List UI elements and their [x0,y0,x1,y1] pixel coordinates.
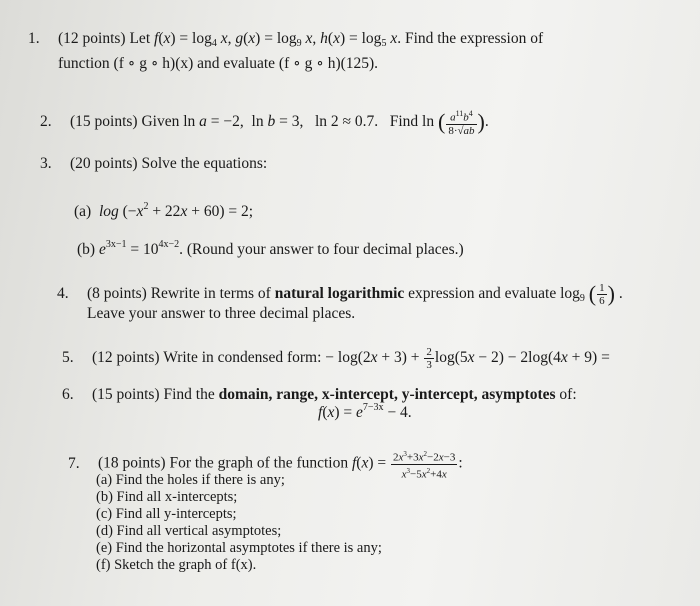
question-3b: (b) $e^{3x-1} = 10^{4x-2}$. (Round your answer to four decimal places.) [77,239,464,258]
question-3a: (a) $\log (-x^2 + 22x + 60) = 2$; [74,201,254,220]
question-number: 4. [57,285,69,303]
question-6-function: $f(x) = e^{7-3x} - 4$. [318,402,412,421]
list-item: (f) Sketch the graph of f(x). [96,557,257,573]
points-label: (18 points) [98,454,166,472]
question-1: 1. (12 points) Let $f(x) = \log_4 x$, $g(x) = \log_9 x$, $h(x) = \log_5 x$. Find the expression of [28,30,544,49]
question-2: 2. (15 points) Given ln a = −2, ln b = 3, ln 2 ≈ 0.7. Find ln ( $\frac{a^{11}b^4}{8\cdot√ab}$ ). [40,108,489,137]
question-number: 5. [62,349,74,367]
fraction-expression: $\frac{a^{11}b^4}{8\cdot√ab}$ [448,109,475,137]
question-1-line-2: function (f ∘ g ∘ h)(x) and evaluate (f ∘ g ∘ h)(125). [58,55,379,72]
question-number: 1. [28,30,40,47]
question-3: 3. (20 points) Solve the equations: [40,155,268,172]
question-number: 7. [68,454,80,472]
question-4-line-2: Leave your answer to three decimal places. [87,305,356,322]
question-7: 7. (18 points) For the graph of the function f(x) = $\frac{2x^3+3x^2-2x-3}{x^3-5x^2+4x}$ : [68,450,463,481]
points-label: (15 points) [70,112,138,130]
question-number: 2. [40,112,52,130]
list-item: (d) Find all vertical asymptotes; [96,523,282,539]
points-label: (15 points) [92,386,160,403]
list-item: (e) Find the horizontal asymptotes if there is any; [96,540,382,556]
question-number: 6. [62,386,74,403]
question-6: 6. (15 points) Find the domain, range, x-intercept, y-intercept, asymptotes of: [62,386,577,403]
question-number: 3. [40,155,52,172]
points-label: (12 points) [92,349,160,367]
question-7-parts [96,472,382,574]
question-4: 4. (8 points) Rewrite in terms of natural logarithmic expression and evaluate $\log_9$ ( $\frac{1}{6}$ ) . [57,281,623,307]
question-5: 5. (12 points) Write in condensed form: − log(2x + 3) + $\frac{2}{3}$ log(5x − 2) − 2log(4x + 9) = [62,346,610,371]
list-item: (a) Find the holes if there is any; [96,472,285,488]
points-label: (20 points) [70,155,138,172]
points-label: (8 points) [87,285,147,303]
list-item: (b) Find all x-intercepts; [96,489,238,505]
list-item: (c) Find all y-intercepts; [96,506,237,522]
rational-function: $\frac{2x^3+3x^2-2x-3}{x^3-5x^2+4x}$ [393,450,456,481]
points-label: (12 points) [58,30,126,47]
